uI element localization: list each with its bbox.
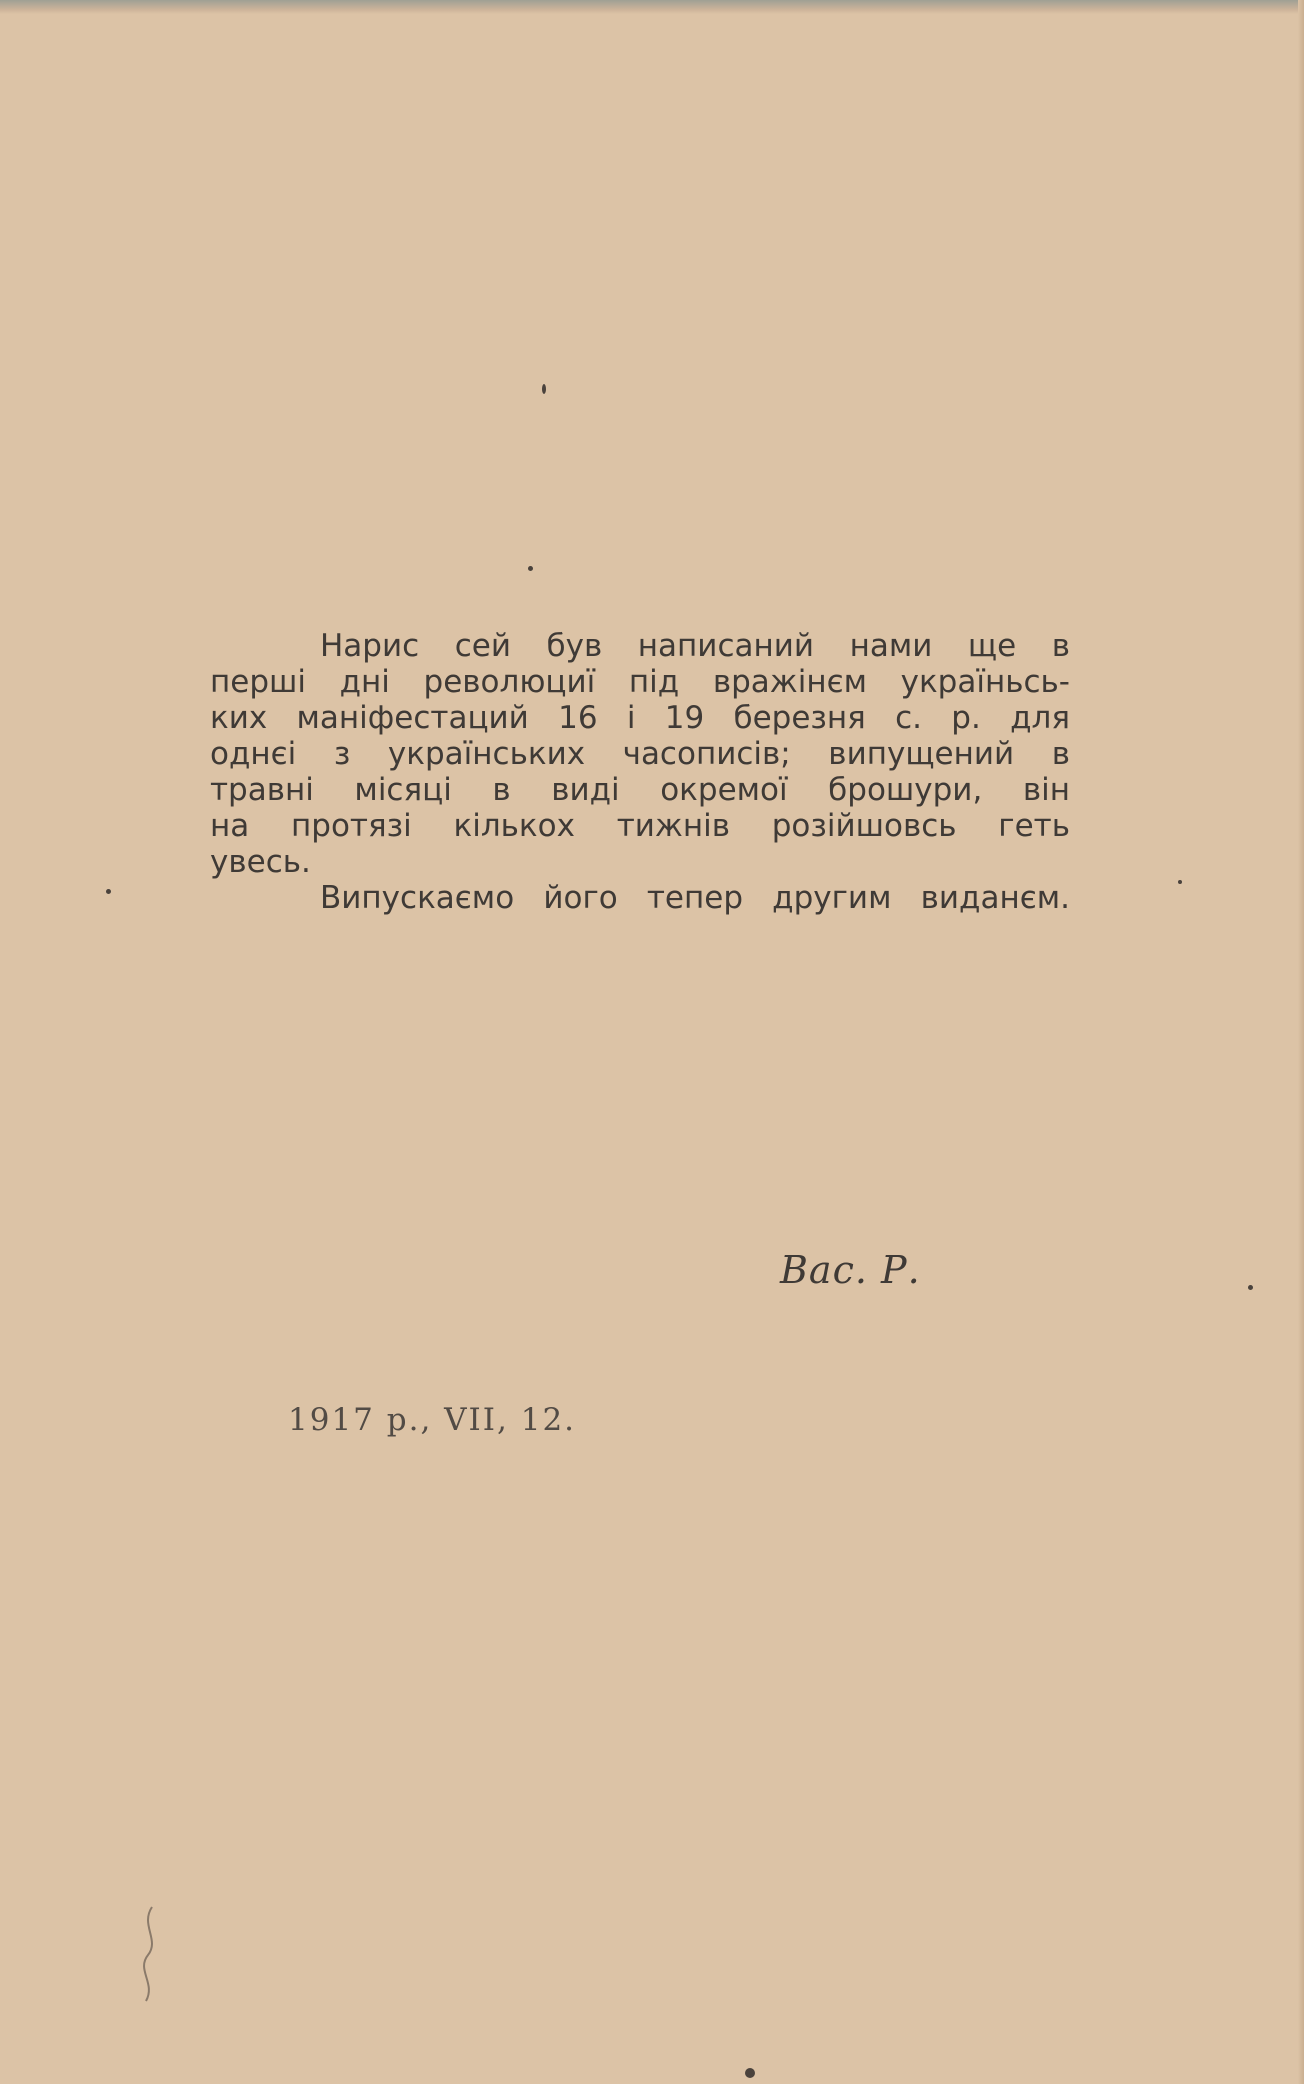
page-top-edge (0, 0, 1304, 14)
paragraph-1-line-6: на протязі кількох тижнів розійшовсь геть (210, 808, 1070, 844)
paper-speck (1178, 880, 1182, 884)
paper-speck (106, 889, 111, 894)
foreword-text (210, 628, 1070, 916)
paper-speck (1248, 1285, 1253, 1290)
paragraph-1-line-2: перші дні революциї під вражінєм україньсь- (210, 664, 1070, 700)
paragraph-1-line-3: ких маніфестаций 16 і 19 березня с. р. для (210, 700, 1070, 736)
paragraph-1-line-7: увесь. (210, 844, 311, 880)
pencil-mark (130, 1905, 170, 2005)
paper-speck (542, 384, 546, 394)
paragraph-1-line-5: травні місяці в виді окремої брошури, він (210, 772, 1070, 808)
paragraph-1-line-1: Нарис сей був написаний нами ще в (320, 628, 1070, 664)
paragraph-1-line-4: однєі з українських часописів; випущений в (210, 736, 1070, 772)
page-right-edge (1298, 0, 1304, 2084)
author-signature: Вас. Р. (780, 1248, 921, 1292)
paper-speck (528, 566, 533, 571)
paper-speck (745, 2068, 755, 2078)
paragraph-2: Випускаємо його тепер другим виданєм. (320, 880, 1070, 916)
date-line: 1917 р., VII, 12. (288, 1402, 577, 1438)
